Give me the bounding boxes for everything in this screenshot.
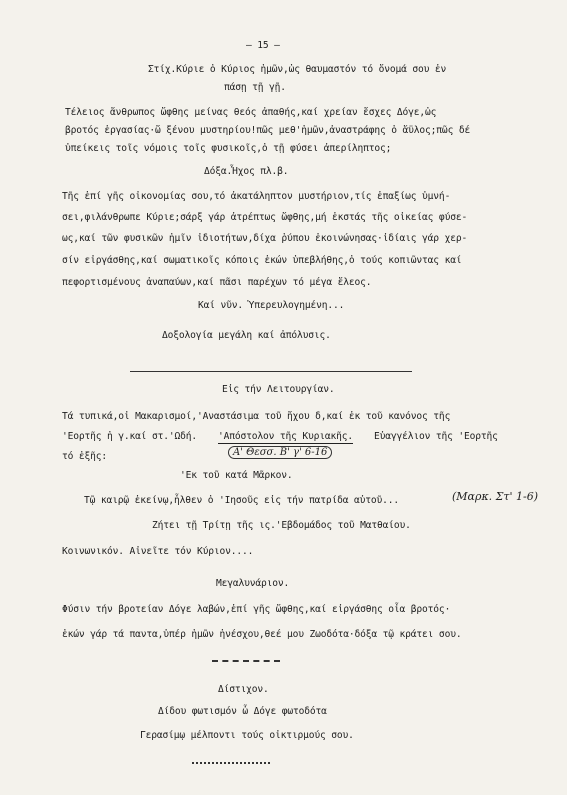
distichon-line-2: Γερασίμῳ μέλποντι τούς οἰκτιρμούς σου. [140,730,354,741]
doxologia-line: Δοξολογία μεγάλη καί ἀπόλυσις. [162,330,331,341]
dotted-divider-2 [192,762,270,764]
liturgy-line-1: Τά τυπικά,οἱ Μακαρισμοί,'Αναστάσιμα τοῦ ἤχου δ,καί ἐκ τοῦ κανόνος τῆς [62,411,451,422]
tuesday-line: Ζήτει τῇ Τρίτῃ τῆς ις.'Εβδομάδος τοῦ Ματθαίου. [152,520,411,531]
dotted-divider-1 [212,660,280,662]
handwritten-gospel-ref: (Μαρκ. Στ' 1-6) [452,490,539,503]
doxa-line-3: ως,καί τῶν φυσικῶν ἡμῖν ἰδιοτήτων,δίχα ῥύπου ἐκοινώνησας·ἰδίαις γάρ χερ- [62,233,468,244]
doxa-line-1: Τῆς ἐπί γῆς οἰκονομίας σου,τό ἀκατάληπτον μυστήριον,τίς ἐπαξίως ὑμνή- [62,191,451,202]
page-number: — 15 — [246,40,280,51]
gospel-reading: Εὐαγγέλιον τῆς 'Εορτῆς [374,431,498,442]
megalynarion-line-2: ἑκών γάρ τά παντα,ὑπέρ ἡμῶν ἠνέσχου,θεέ μου Ζωοδότα·δόξα τῷ κράτει σου. [62,629,462,640]
gospel-heading: 'Εκ τοῦ κατά Μᾶρκον. [180,470,293,481]
section-divider [130,371,412,372]
megalynarion-line-1: Φύσιν τήν βροτείαν Δόγε λαβών,ἐπί γῆς ὤφθης,καί εἰργάσθης οἷα βροτός· [62,604,451,615]
hymn-line-2: βροτός ἐργασίας·ὤ ξένου μυστηρίου!πῶς μεθ'ἡμῶν,ἀναστράφης ὁ ἄϋλος;πῶς δέ [65,125,471,136]
megalynarion-heading: Μεγαλυνάριον. [216,578,290,589]
distichon-heading: Δίστιχον. [218,684,269,695]
hymn-line-1: Τέλειος ἄνθρωπος ὤφθης μείνας θεός ἀπαθής,καί χρείαν ἔσχες Δόγε,ὡς [65,107,437,118]
gospel-line: Τῷ καιρῷ ἐκείνῳ,ἦλθεν ὁ 'Ιησοῦς εἰς τήν πατρίδα αὐτοῦ... [84,495,400,506]
handwritten-epistle-ref: Α' Θεσσ. Β' γ' 6-16 [228,446,332,459]
doxa-line-4: σίν εἰργάσθης,καί σωματικοῖς κόποις ἐκών ὑπεβλήθης,ὁ τούς κοπιῶντας καί [62,255,462,266]
doxa-line-5: πεφορτισμένους ἀναπαύων,καί πᾶσι παρέχων τό μέγα ἔλεος. [62,277,372,288]
liturgy-heading: Εἰς τήν Λειτουργίαν. [222,384,335,395]
kai-nyn-line: Καί νῦν. Ὑπερευλογημένη... [198,300,345,311]
koinonikon-line: Κοινωνικόν. Αἰνεῖτε τόν Κύριον.... [62,546,254,557]
liturgy-line-2a: 'Εορτῆς ἡ γ.καί στ.'Ωδή. [62,431,198,442]
liturgy-line-3: τό ἑξῆς: [62,451,108,462]
apostle-reading: 'Απόστολον τῆς Κυριακῆς. [218,431,354,442]
verse-line-1: Στίχ.Κύριε ὁ Κύριος ἡμῶν,ὡς θαυμαστόν τό ὄνομά σου ἐν [148,64,447,75]
verse-line-2: πάσῃ τῇ γῇ. [224,82,286,93]
hymn-line-3: ὑπείκεις τοῖς νόμοις τοῖς φυσικοῖς,ὁ τῇ φύσει ἀπερίληπτος; [65,143,392,154]
doxa-line-2: σει,φιλάνθρωπε Κύριε;σάρξ γάρ ἀτρέπτως ὤφθης,μή ἐκστάς τῆς οἰκείας φύσε- [62,212,468,223]
distichon-line-1: Δίδου φωτισμόν ὦ Δόγε φωτοδότα [158,706,327,717]
doxa-heading: Δόξα.Ἦχος πλ.β. [204,166,289,177]
